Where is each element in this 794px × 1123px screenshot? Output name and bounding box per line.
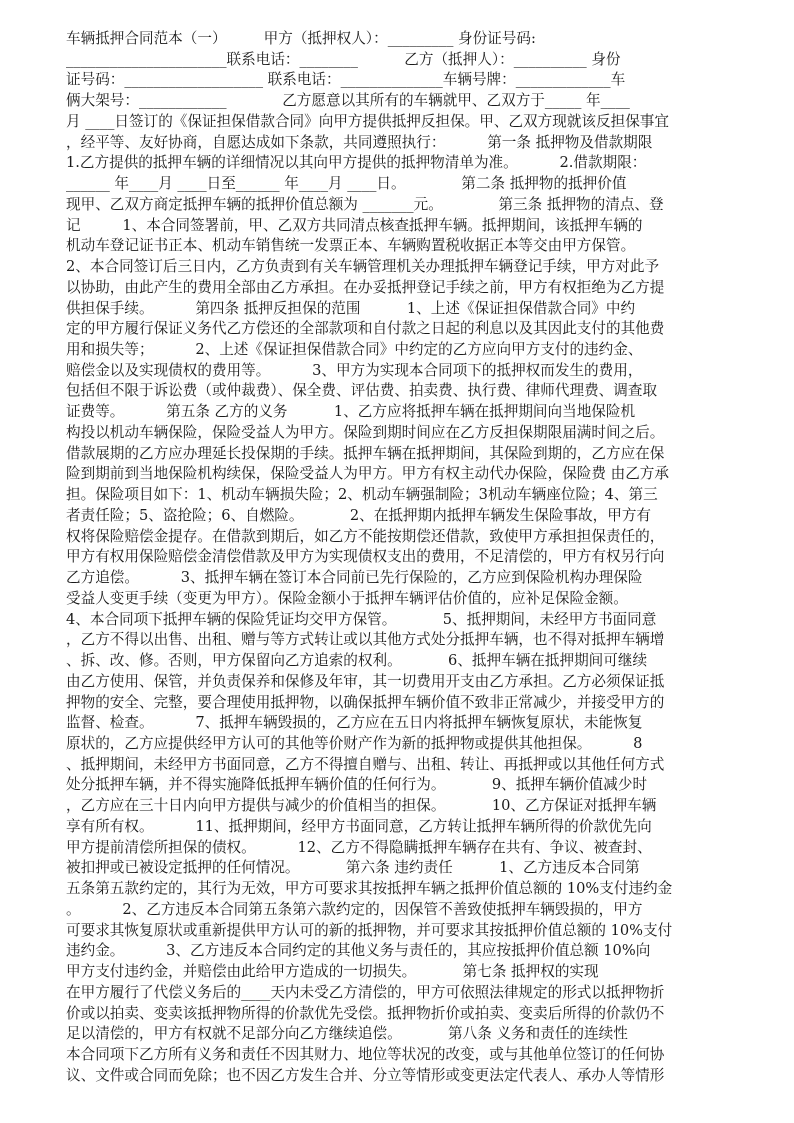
document-line: 证费等。 第五条 乙方的义务 1、乙方应将抵押车辆在抵押期间向当地保险机 [66, 403, 636, 421]
document-line: 押物的安全、完整，要合理使用抵押物，以确保抵押车辆价值不致非正常减少，并接受甲方的 [66, 693, 665, 711]
document-line: 担。保险项目如下：1、机动车辆损失险；2、机动车辆强制险；3机动车辆座位险；4、第三 [66, 486, 658, 504]
document-line: 包括但不限于诉讼费（或仲裁费）、保全费、评估费、拍卖费、执行费、律师代理费、调查取 [66, 382, 658, 400]
document-line: 、抵押期间，未经甲方书面同意，乙方不得擅自赠与、出租、转让、再抵押或以其他任何方式 [66, 755, 665, 773]
document-line: 构投以机动车辆保险，保险受益人为甲方。保险到期时间应在乙方反担保期限届满时间之后。 [66, 423, 665, 441]
document-line: 1.乙方提供的抵押车辆的详细情况以其向甲方提供的抵押物清单为准。 2.借款期限： [66, 154, 647, 172]
document-line: ______________________联系电话：________ 乙方（抵押人）：__________ 身份 [66, 50, 621, 68]
contract-document [66, 29, 730, 1086]
document-title-line: 车辆抵押合同范本（一） 甲方（抵押权人）：_________ 身份证号码: [66, 30, 536, 47]
document-line: 供担保手续。 第四条 抵押反担保的范围 1、上述《保证担保借款合同》中约 [66, 299, 636, 317]
document-line: 俩大架号：____________ 乙方愿意以其所有的车辆就甲、乙双方于_____ 年____ [66, 92, 630, 110]
document-line: 本合同项下乙方所有义务和责任不因其财力、地位等状况的改变，或与其他单位签订的任何协 [66, 1045, 665, 1063]
document-line: 乙方追偿。 3、抵押车辆在签订本合同前已先行保险的，乙方应到保险机构办理保险 [66, 569, 643, 587]
document-line: 者责任险；5、盗抢险；6、自燃险。 2、在抵押期内抵押车辆发生保险事故，甲方有 [66, 506, 652, 524]
document-line: 险到期前到当地保险机构续保，保险受益人为甲方。甲方有权主动代办保险，保险费 由乙方承 [66, 465, 669, 483]
document-line: 议、文件或合同而免除；也不因乙方发生合并、分立等情形或变更法定代表人、承办人等情形 [66, 1066, 665, 1084]
document-line: 证号码：___________________ 联系电话：______________车辆号牌：_____________车 [66, 71, 626, 89]
document-line: 权将保险赔偿金提存。在借款到期后，如乙方不能按期偿还借款，致使甲方承担担保责任的， [66, 527, 665, 545]
document-line: 4、本合同项下抵押车辆的保险凭证均交甲方保管。 5、抵押期间，未经甲方书面同意 [66, 610, 657, 628]
document-line: 赔偿金以及实现债权的费用等。 3、甲方为实现本合同项下的抵押权而发生的费用， [66, 361, 643, 379]
document-line: 享有所有权。 11、抵押期间，经甲方书面同意，乙方转让抵押车辆所得的价款优先向 [66, 817, 652, 835]
document-line: 现甲、乙双方商定抵押车辆的抵押价值总额为 _______元。 第三条 抵押物的清点、登 [66, 195, 664, 213]
document-line: 机动车登记证书正本、机动车销售统一发票正本、车辆购置税收据正本等交由甲方保管。 [66, 237, 636, 255]
document-line: 违约金。 3、乙方违反本合同约定的其他义务与责任的，其应按抵押价值总额 10%向 [66, 942, 651, 960]
document-line: 在甲方履行了代偿义务后的____天内未受乙方清偿的，甲方可依照法律规定的形式以抵押物折 [66, 983, 665, 1001]
document-line: 甲方支付违约金，并赔偿由此给甲方造成的一切损失。 第七条 抵押权的实现 [66, 963, 599, 981]
document-line: 监督、检查。 7、抵押车辆毁损的，乙方应在五日内将抵押车辆恢复原状，未能恢复 [66, 714, 643, 732]
document-line: 甲方有权用保险赔偿金清偿借款及甲方为实现债权支出的费用，不足清偿的，甲方有权另行向 [66, 548, 665, 566]
document-line: 月 ____日签订的《保证担保借款合同》向甲方提供抵押反担保。甲、乙双方现就该反担保事宜 [66, 112, 669, 130]
document-line: 以协助，由此产生的费用全部由乙方承担。在办妥抵押登记手续之前，甲方有权拒绝为乙方提 [66, 278, 665, 296]
document-line: 记 1、本合同签署前，甲、乙双方共同清点核查抵押车辆。抵押期间，该抵押车辆的 [66, 216, 643, 234]
document-line: ______ 年____月 ____日至______ 年____月 ____日。 第二条 抵押物的抵押价值 [66, 175, 627, 193]
document-line: 可要求其恢复原状或重新提供甲方认可的新的抵押物，并可要求其按抵押价值总额的 10%支付 [66, 921, 673, 939]
document-line: 处分抵押车辆，并不得实施降低抵押车辆价值的任何行为。 9、抵押车辆价值减少时 [66, 776, 648, 794]
document-line: ，乙方应在三十日内向甲方提供与减少的价值相当的担保。 10、乙方保证对抵押车辆 [66, 797, 657, 815]
document-line: 五条第五款约定的，其行为无效，甲方可要求其按抵押车辆之抵押价值总额的 10%支付违约金 [66, 880, 673, 898]
document-line: ，乙方不得以出售、出租、赠与等方式转让或以其他方式处分抵押车辆，也不得对抵押车辆增 [66, 631, 665, 649]
document-line: ，经平等、友好协商，自愿达成如下条款，共同遵照执行： 第一条 抵押物及借款期限 [66, 133, 653, 151]
document-line: 用和损失等； 2、上述《保证担保借款合同》中约定的乙方应向甲方支付的违约金、 [66, 341, 643, 359]
document-line: 原状的，乙方应提供经甲方认可的其他等价财产作为新的抵押物或提供其他担保。 8 [66, 734, 643, 752]
document-line: 被扣押或已被设定抵押的任何情况。 第六条 违约责任 1、乙方违反本合同第 [66, 859, 640, 877]
document-line: 由乙方使用、保管，并负责保养和保修及年审，其一切费用开支由乙方承担。乙方必须保证抵 [66, 672, 665, 690]
document-line: 价或以拍卖、变卖该抵押物所得的价款优先受偿。抵押物折价或拍卖、变卖后所得的价款仍不 [66, 1004, 665, 1022]
document-line: 足以清偿的，甲方有权就不足部分向乙方继续追偿。 第八条 义务和责任的连续性 [66, 1025, 628, 1043]
document-line: 、拆、改、修。否则，甲方保留向乙方追索的权利。 6、抵押车辆在抵押期间可继续 [66, 652, 648, 670]
document-line: 定的甲方履行保证义务代乙方偿还的全部款项和自付款之日起的利息以及其因此支付的其他费 [66, 320, 665, 338]
document-line: 2、本合同签订后三日内，乙方负责到有关车辆管理机关办理抵押车辆登记手续，甲方对此予 [66, 258, 660, 276]
document-line: 。 2、乙方违反本合同第五条第六款约定的，因保管不善致使抵押车辆毁损的，甲方 [66, 900, 643, 918]
document-line: 受益人变更手续（变更为甲方）。保险金额小于抵押车辆评估价值的，应补足保险金额。 [66, 589, 628, 607]
document-line: 借款展期的乙方应办理延长投保期的手续。抵押车辆在抵押期间，其保险到期的，乙方应在保 [66, 444, 665, 462]
document-line: 甲方提前清偿所担保的债权。 12、乙方不得隐瞒抵押车辆存在共有、争议、被查封、 [66, 838, 652, 856]
